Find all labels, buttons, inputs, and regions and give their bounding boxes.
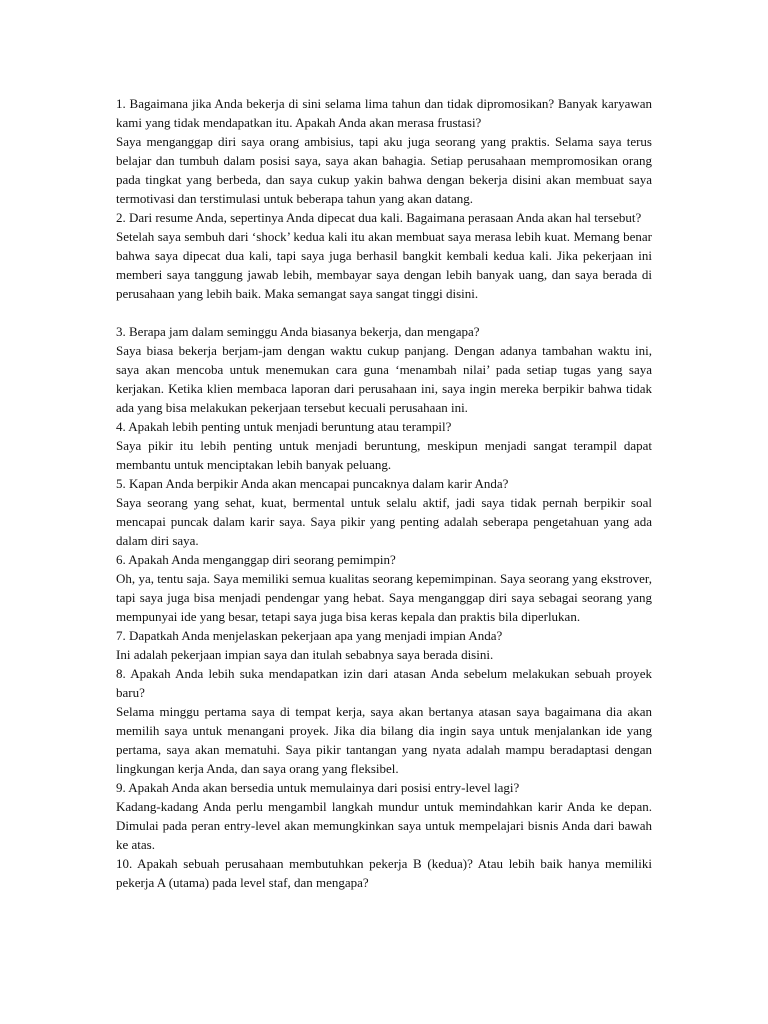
answer-8: Selama minggu pertama saya di tempat kerja, saya akan bertanya atasan saya bagaimana dia akan memilih saya untuk menangani proyek. Jika dia bilang dia ingin saya untuk menjalankan ide yang pertama, saya akan mematuhi. Saya pikir tantangan yang nyata adalah mampu beradaptasi dengan lingkungan kerja Anda, dan saya orang yang fleksibel. [116,704,652,776]
document-page [116,94,652,892]
answer-3: Saya biasa bekerja berjam-jam dengan waktu cukup panjang. Dengan adanya tambahan waktu ini, saya akan mencoba untuk menemukan cara guna ‘menambah nilai’ pada setiap tugas yang saya kerjakan. Ketika klien membaca laporan dari perusahaan ini, saya ingin mereka berpikir bahwa tidak ada yang bisa melakukan pekerjaan tersebut kecuali perusahaan ini. [116,343,652,415]
question-3: 3. Berapa jam dalam seminggu Anda biasanya bekerja, dan mengapa? [116,324,480,339]
answer-5: Saya seorang yang sehat, kuat, bermental untuk selalu aktif, jadi saya tidak pernah berpikir soal mencapai puncak dalam karir saya. Saya pikir yang penting adalah seberapa pengetahuan yang ada dalam diri saya. [116,495,652,548]
answer-9: Kadang-kadang Anda perlu mengambil langkah mundur untuk memindahkan karir Anda ke depan. Dimulai pada peran entry-level akan memungkinkan saya untuk mempelajari bisnis Anda dari bawah ke atas. [116,799,652,852]
question-6: 6. Apakah Anda menganggap diri seorang pemimpin? [116,552,396,567]
paragraph-gap [116,303,652,322]
answer-6: Oh, ya, tentu saja. Saya memiliki semua kualitas seorang kepemimpinan. Saya seorang yang ekstrover, tapi saya juga bisa menjadi pendengar yang hebat. Saya menganggap diri saya sebagai seorang yang mempunyai ide yang besar, tetapi saya juga bisa keras kepala dan praktis bila diperlukan. [116,571,652,624]
answer-7: Ini adalah pekerjaan impian saya dan itulah sebabnya saya berada disini. [116,647,494,662]
question-1: 1. Bagaimana jika Anda bekerja di sini selama lima tahun dan tidak dipromosikan? Banyak karyawan kami yang tidak mendapatkan itu. Apakah Anda akan merasa frustasi? [116,96,652,130]
question-7: 7. Dapatkah Anda menjelaskan pekerjaan apa yang menjadi impian Anda? [116,628,503,643]
answer-4: Saya pikir itu lebih penting untuk menjadi beruntung, meskipun menjadi sangat terampil dapat membantu untuk menciptakan lebih banyak peluang. [116,438,652,472]
answer-2: Setelah saya sembuh dari ‘shock’ kedua kali itu akan membuat saya merasa lebih kuat. Memang benar bahwa saya dipecat dua kali, tapi saya juga berhasil bangkit kembali kedua kali. Jika pekerjaan ini memberi saya tanggung jawab lebih, membayar saya dengan lebih banyak uang, dan saya berada di perusahaan yang lebih baik. Maka semangat saya sangat tinggi disini. [116,229,652,301]
question-4: 4. Apakah lebih penting untuk menjadi beruntung atau terampil? [116,419,452,434]
question-9: 9. Apakah Anda akan bersedia untuk memulainya dari posisi entry-level lagi? [116,780,520,795]
question-8: 8. Apakah Anda lebih suka mendapatkan izin dari atasan Anda sebelum melakukan sebuah proyek baru? [116,666,652,700]
answer-1: Saya menganggap diri saya orang ambisius, tapi aku juga seorang yang praktis. Selama saya terus belajar dan tumbuh dalam posisi saya, saya akan bahagia. Setiap perusahaan mempromosikan orang pada tingkat yang berbeda, dan saya cukup yakin bahwa dengan bekerja disini akan membuat saya termotivasi dan terstimulasi untuk beberapa tahun yang akan datang. [116,134,652,206]
question-2: 2. Dari resume Anda, sepertinya Anda dipecat dua kali. Bagaimana perasaan Anda akan hal tersebut? [116,210,642,225]
question-5: 5. Kapan Anda berpikir Anda akan mencapai puncaknya dalam karir Anda? [116,476,509,491]
question-10: 10. Apakah sebuah perusahaan membutuhkan pekerja B (kedua)? Atau lebih baik hanya memiliki pekerja A (utama) pada level staf, dan mengapa? [116,856,652,890]
